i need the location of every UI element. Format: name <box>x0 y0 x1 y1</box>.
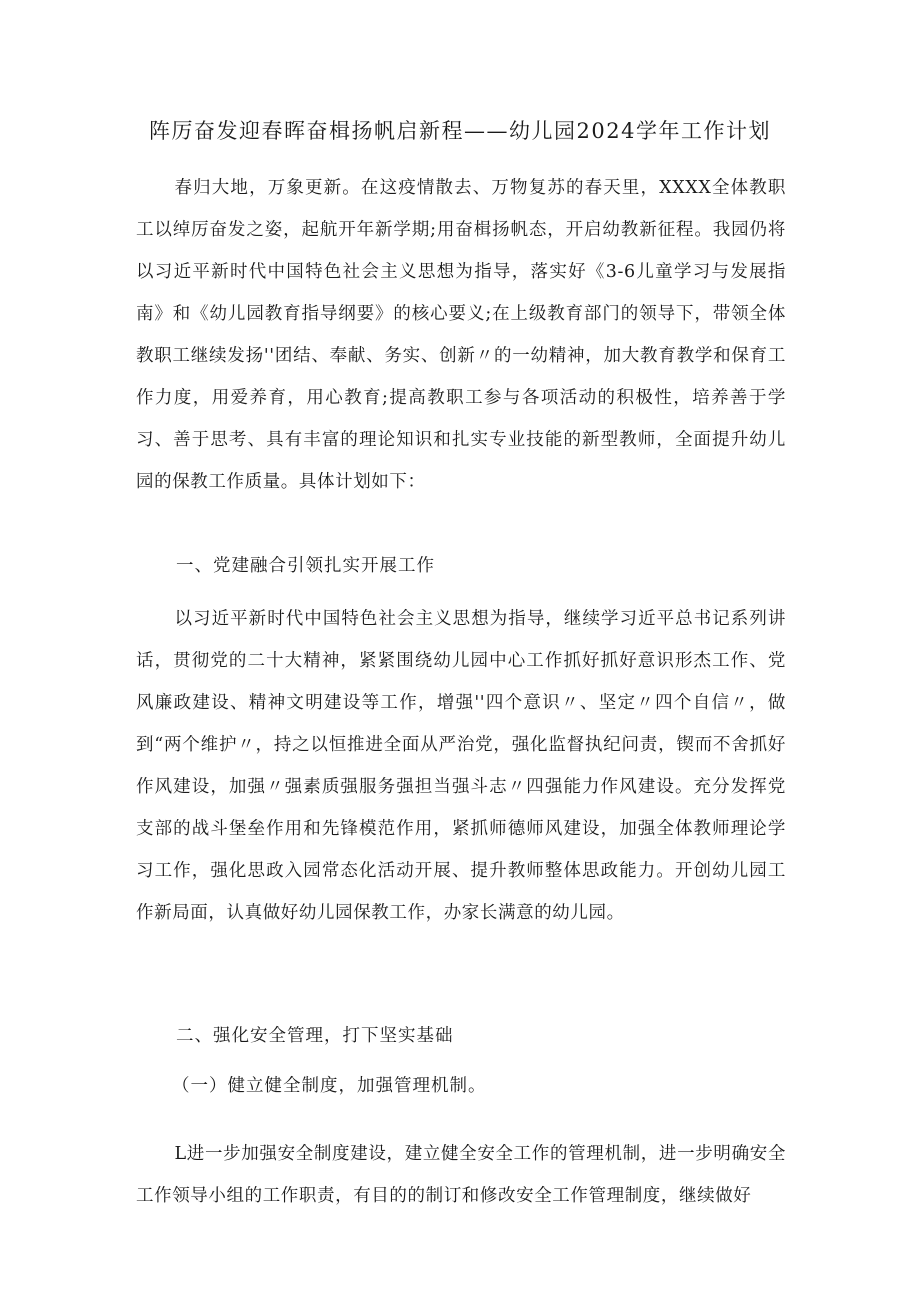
section-2-sub-1-paragraph: L进一步加强安全制度建设，建立健全安全工作的管理机制，进一步明确安全工作领导小组的工作职责，有目的的制订和修改安全工作管理制度，继续做好 <box>136 1144 786 1206</box>
intro-paragraph: 春归大地，万象更新。在这疫情散去、万物复苏的春天里，XXXX全体教职工以绰厉奋发之姿，起航开年新学期;用奋楫扬帆态，开启幼教新征程。我园仍将以习近平新时代中国特色社会主义思想为指导，落实好《3-6儿童学习与发展指南》和《幼儿园教育指导纲要》的核心要义;在上级教育部门的领导下，带领全体教职工继续发扬''团结、奉献、务实、创新〃的一幼精神，加大教育教学和保育工作力度，用爱养育，用心教育;提高教职工参与各项活动的积极性，培养善于学习、善于思考、具有丰富的理论知识和扎实专业技能的新型教师，全面提升幼儿园的保教工作质量。具体计划如下： <box>136 178 786 492</box>
section-1-heading: 一、党建融合引领扎实开展工作 <box>176 556 435 576</box>
section-1-paragraph: 以习近平新时代中国特色社会主义思想为指导，继续学习近平总书记系列讲话，贯彻党的二十大精神，紧紧围绕幼儿园中心工作抓好抓好意识形杰工作、党风廉政建设、精神文明建设等工作，增强''四个意识〃、坚定〃四个自信〃，做到“两个维护〃，持之以恒推进全面从严治党，强化监督执纪问责，锲而不舍抓好作风建设，加强〃强素质强服务强担当强斗志〃四强能力作风建设。充分发挥党支部的战斗堡垒作用和先锋模范作用，紧抓师德师风建设，加强全体教师理论学习工作，强化思政入园常态化活动开展、提升教师整体思政能力。开创幼儿园工作新局面，认真做好幼儿园保教工作，办家长满意的幼儿园。 <box>136 609 786 923</box>
section-2-subheading-1: （一）健立健全制度，加强管理机制。 <box>172 1076 487 1096</box>
section-2-heading: 二、强化安全管理，打下坚实基础 <box>176 1026 454 1046</box>
document-title: 阵厉奋发迎春晖奋楫扬帆启新程——幼儿园2024学年工作计划 <box>149 119 771 143</box>
